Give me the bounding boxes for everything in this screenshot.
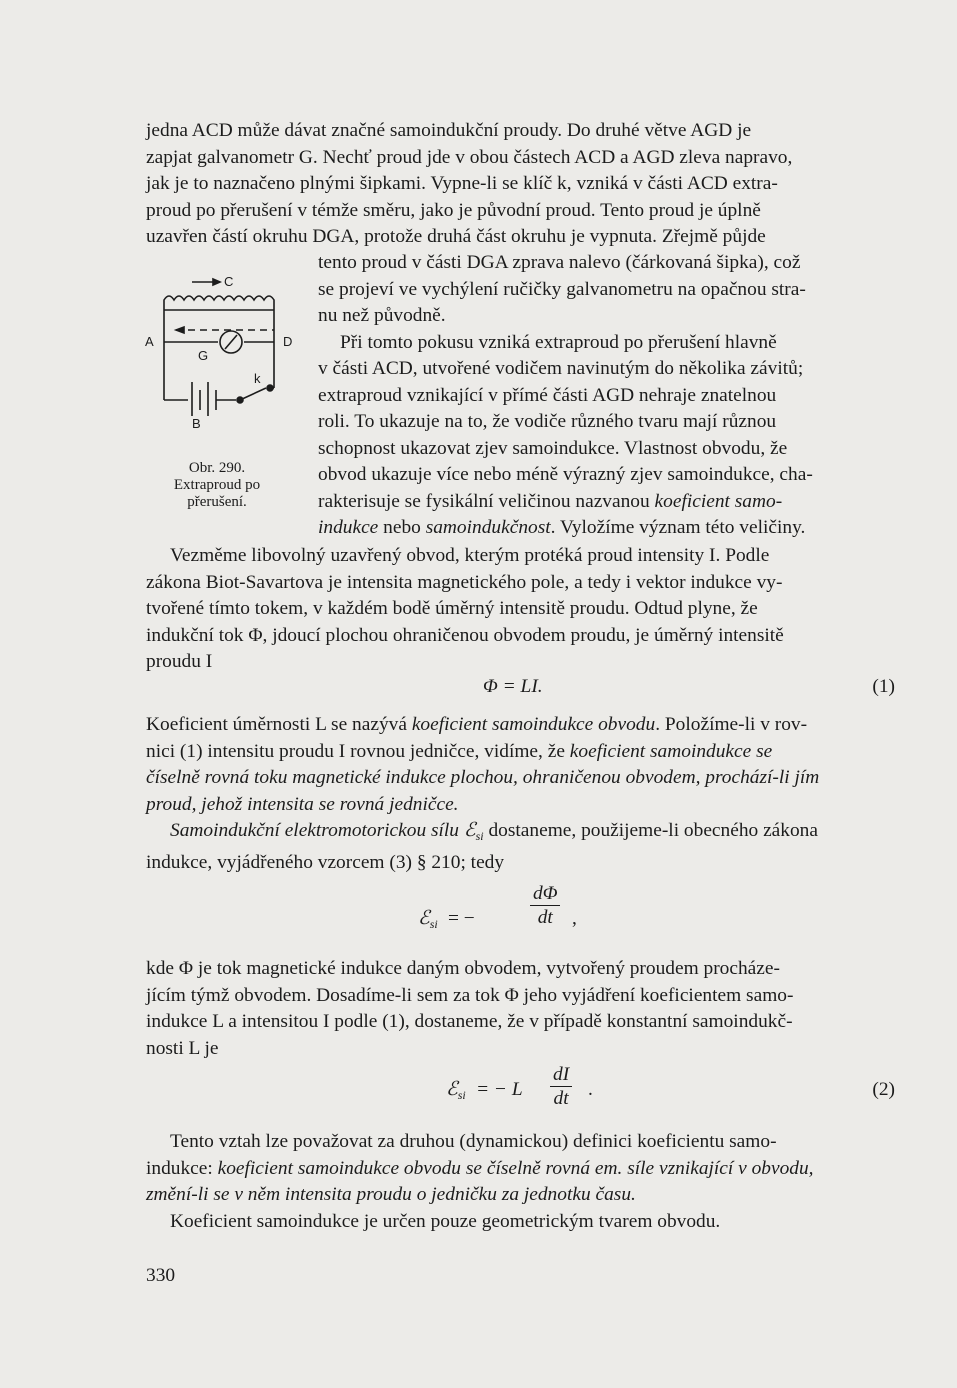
text-line: [318, 489, 895, 516]
term-italic: indukce: [318, 517, 379, 538]
text-line: roli. To ukazuje na to, že vodiče různého tvaru mají různou: [318, 411, 777, 432]
caption-line: Extraproud po: [173, 477, 261, 493]
emf-subscript: si: [457, 1088, 466, 1102]
circuit-diagram: [140, 270, 300, 430]
paragraph-wrapped: [318, 250, 895, 542]
text-line: jak je to naznačeno plnými šipkami. Vypne-li se klíč k, vzniká v části ACD extra-: [146, 173, 778, 194]
text-run: nici (1) intensitu proudu I rovnou jedničce, vidíme, že: [146, 740, 570, 762]
text-line: indukční tok Φ, jdoucí plochou ohraničenou obvodem proudu, je úměrný intensitě: [146, 624, 784, 646]
term-italic: koeficient samoindukce obvodu: [411, 714, 656, 735]
label-B: B: [192, 416, 201, 430]
text-run: rakterisuje se fysikální veličinou nazvanou: [318, 490, 655, 512]
text-line: zákona Biot-Savartova je intensita magnetického pole, a tedy i vektor indukce vy-: [146, 571, 783, 593]
equation-lhs: [418, 906, 438, 938]
text-line: proud, jehož intensita se rovná jedničce.: [146, 793, 459, 815]
text-line: proudu I: [146, 651, 213, 672]
equation-3: [146, 1064, 895, 1124]
label-D: D: [283, 334, 293, 349]
term-italic: Samoindukční elektromotorickou sílu: [170, 820, 464, 841]
term-italic: koeficient samoindukce obvodu se číselně rovná em. síle vznikající v obvodu,: [217, 1157, 814, 1179]
text-line: schopnost ukazovat zjev samoindukce. Vlastnost obvodu, že: [318, 437, 788, 459]
text-line: Tento vztah lze považovat za druhou (dynamickou) definici koeficientu samo-: [170, 1131, 777, 1152]
emf-symbol: ℰ: [463, 820, 476, 841]
emf-subscript: si: [475, 829, 484, 843]
text-run: dostaneme, použijeme-li obecného zákona: [483, 820, 818, 841]
denominator: dt: [537, 907, 553, 928]
equation-operator: = −: [448, 908, 475, 929]
text-line: indukce L a intensitou I podle (1), dostaneme, že v případě konstantní samoindukč-: [146, 1011, 793, 1032]
figure-caption: [152, 460, 282, 511]
term-italic: samoindukčnost: [425, 517, 551, 538]
text-line: Vezměme libovolný uzavřený obvod, kterým protéká proud intensity I. Podle: [170, 545, 770, 566]
text-line: [146, 818, 895, 850]
equation-lhs: [446, 1077, 466, 1109]
emf-symbol: ℰ: [418, 908, 430, 929]
equation-punct: ,: [572, 908, 577, 929]
text-line: tento proud v části DGA zprava nalevo (čárkovaná šipka), což: [318, 252, 801, 273]
numerator: dΦ: [530, 882, 560, 906]
text-line: uzavřen částí okruhu DGA, protože druhá část okruhu je vypnuta. Zřejmě půjde: [146, 226, 766, 247]
text-line: nu než původně.: [318, 305, 446, 326]
equation-1: [146, 674, 895, 700]
emf-subscript: si: [429, 917, 438, 931]
text-line: [146, 1156, 895, 1183]
text-line: [318, 515, 895, 542]
label-k: k: [254, 371, 261, 386]
text-line: číselně rovná toku magnetické indukce plochou, ohraničenou obvodem, prochází-li jím: [146, 767, 820, 788]
equation-text: Φ = LI.: [483, 676, 543, 697]
paragraph-flux: [146, 543, 895, 676]
text-line: zapjat galvanometr G. Nechť proud jde v obou částech ACD a AGD zleva napravo,: [146, 146, 793, 168]
text-line: Při tomto pokusu vzniká extraproud po přerušení hlavně: [340, 331, 777, 353]
denominator: dt: [553, 1088, 569, 1109]
equation-number: (2): [872, 1079, 895, 1100]
caption-line: přerušení.: [187, 494, 247, 510]
term-italic: koeficient samo-: [654, 490, 783, 512]
text-run: . Položíme-li v rov-: [655, 714, 808, 735]
page-number: 330: [146, 1265, 176, 1286]
text-line: [146, 739, 895, 766]
text-line: extraproud vznikající v přímé části AGD nehraje znatelnou: [318, 384, 777, 406]
fraction: [550, 1063, 572, 1110]
fraction: [530, 882, 560, 929]
paragraph-derivation: [146, 956, 895, 1062]
equation-number: (1): [872, 676, 895, 697]
caption-line: Obr. 290.: [188, 460, 246, 476]
label-A: A: [145, 334, 154, 349]
text-line: se projeví ve vychýlení ručičky galvanometru na opačnou stra-: [318, 278, 806, 300]
paragraph-dynamic-definition: [146, 1129, 895, 1235]
numerator: dI: [550, 1063, 572, 1087]
text-line: Koeficient samoindukce je určen pouze geometrickým tvarem obvodu.: [170, 1210, 721, 1232]
text-line: nosti L je: [146, 1037, 219, 1059]
equation-punct: .: [588, 1079, 593, 1100]
text-line: změní-li se v něm intensita proudu o jedničku za jednotku času.: [146, 1184, 636, 1205]
paragraph-definition: [146, 712, 895, 876]
paragraph-intro: [146, 118, 895, 251]
text-run: indukce:: [146, 1157, 218, 1179]
text-line: kde Φ je tok magnetické indukce daným obvodem, vytvořený proudem procháze-: [146, 958, 780, 979]
text-line: obvod ukazuje více nebo méně výrazný zjev samoindukce, cha-: [318, 464, 813, 485]
text-line: tvořené tímto tokem, v každém bodě úměrný intensitě proudu. Odtud plyne, že: [146, 598, 758, 619]
label-G: G: [198, 348, 209, 363]
text-line: jedna ACD může dávat značné samoindukční proudy. Do druhé větve AGD je: [146, 120, 752, 141]
text-line: indukce, vyjádřeného vzorcem (3) § 210; tedy: [146, 851, 505, 873]
text-line: [146, 712, 895, 739]
text-run: . Vyložíme význam této veličiny.: [550, 517, 806, 538]
term-italic: koeficient samoindukce se: [569, 740, 773, 762]
text-run: nebo: [378, 517, 426, 538]
text-line: jícím týmž obvodem. Dosadíme-li sem za tok Φ jeho vyjádření koeficientem samo-: [146, 984, 794, 1006]
text-line: proud po přerušení v témže směru, jako je původní proud. Tento proud je úplně: [146, 199, 761, 221]
emf-symbol: ℰ: [446, 1079, 458, 1100]
text-run: Koeficient úměrnosti L se nazývá: [146, 714, 412, 735]
text-line: v části ACD, utvořené vodičem navinutým do několika závitů;: [318, 358, 804, 379]
label-C: C: [224, 274, 234, 289]
equation-operator: = − L: [476, 1079, 523, 1100]
